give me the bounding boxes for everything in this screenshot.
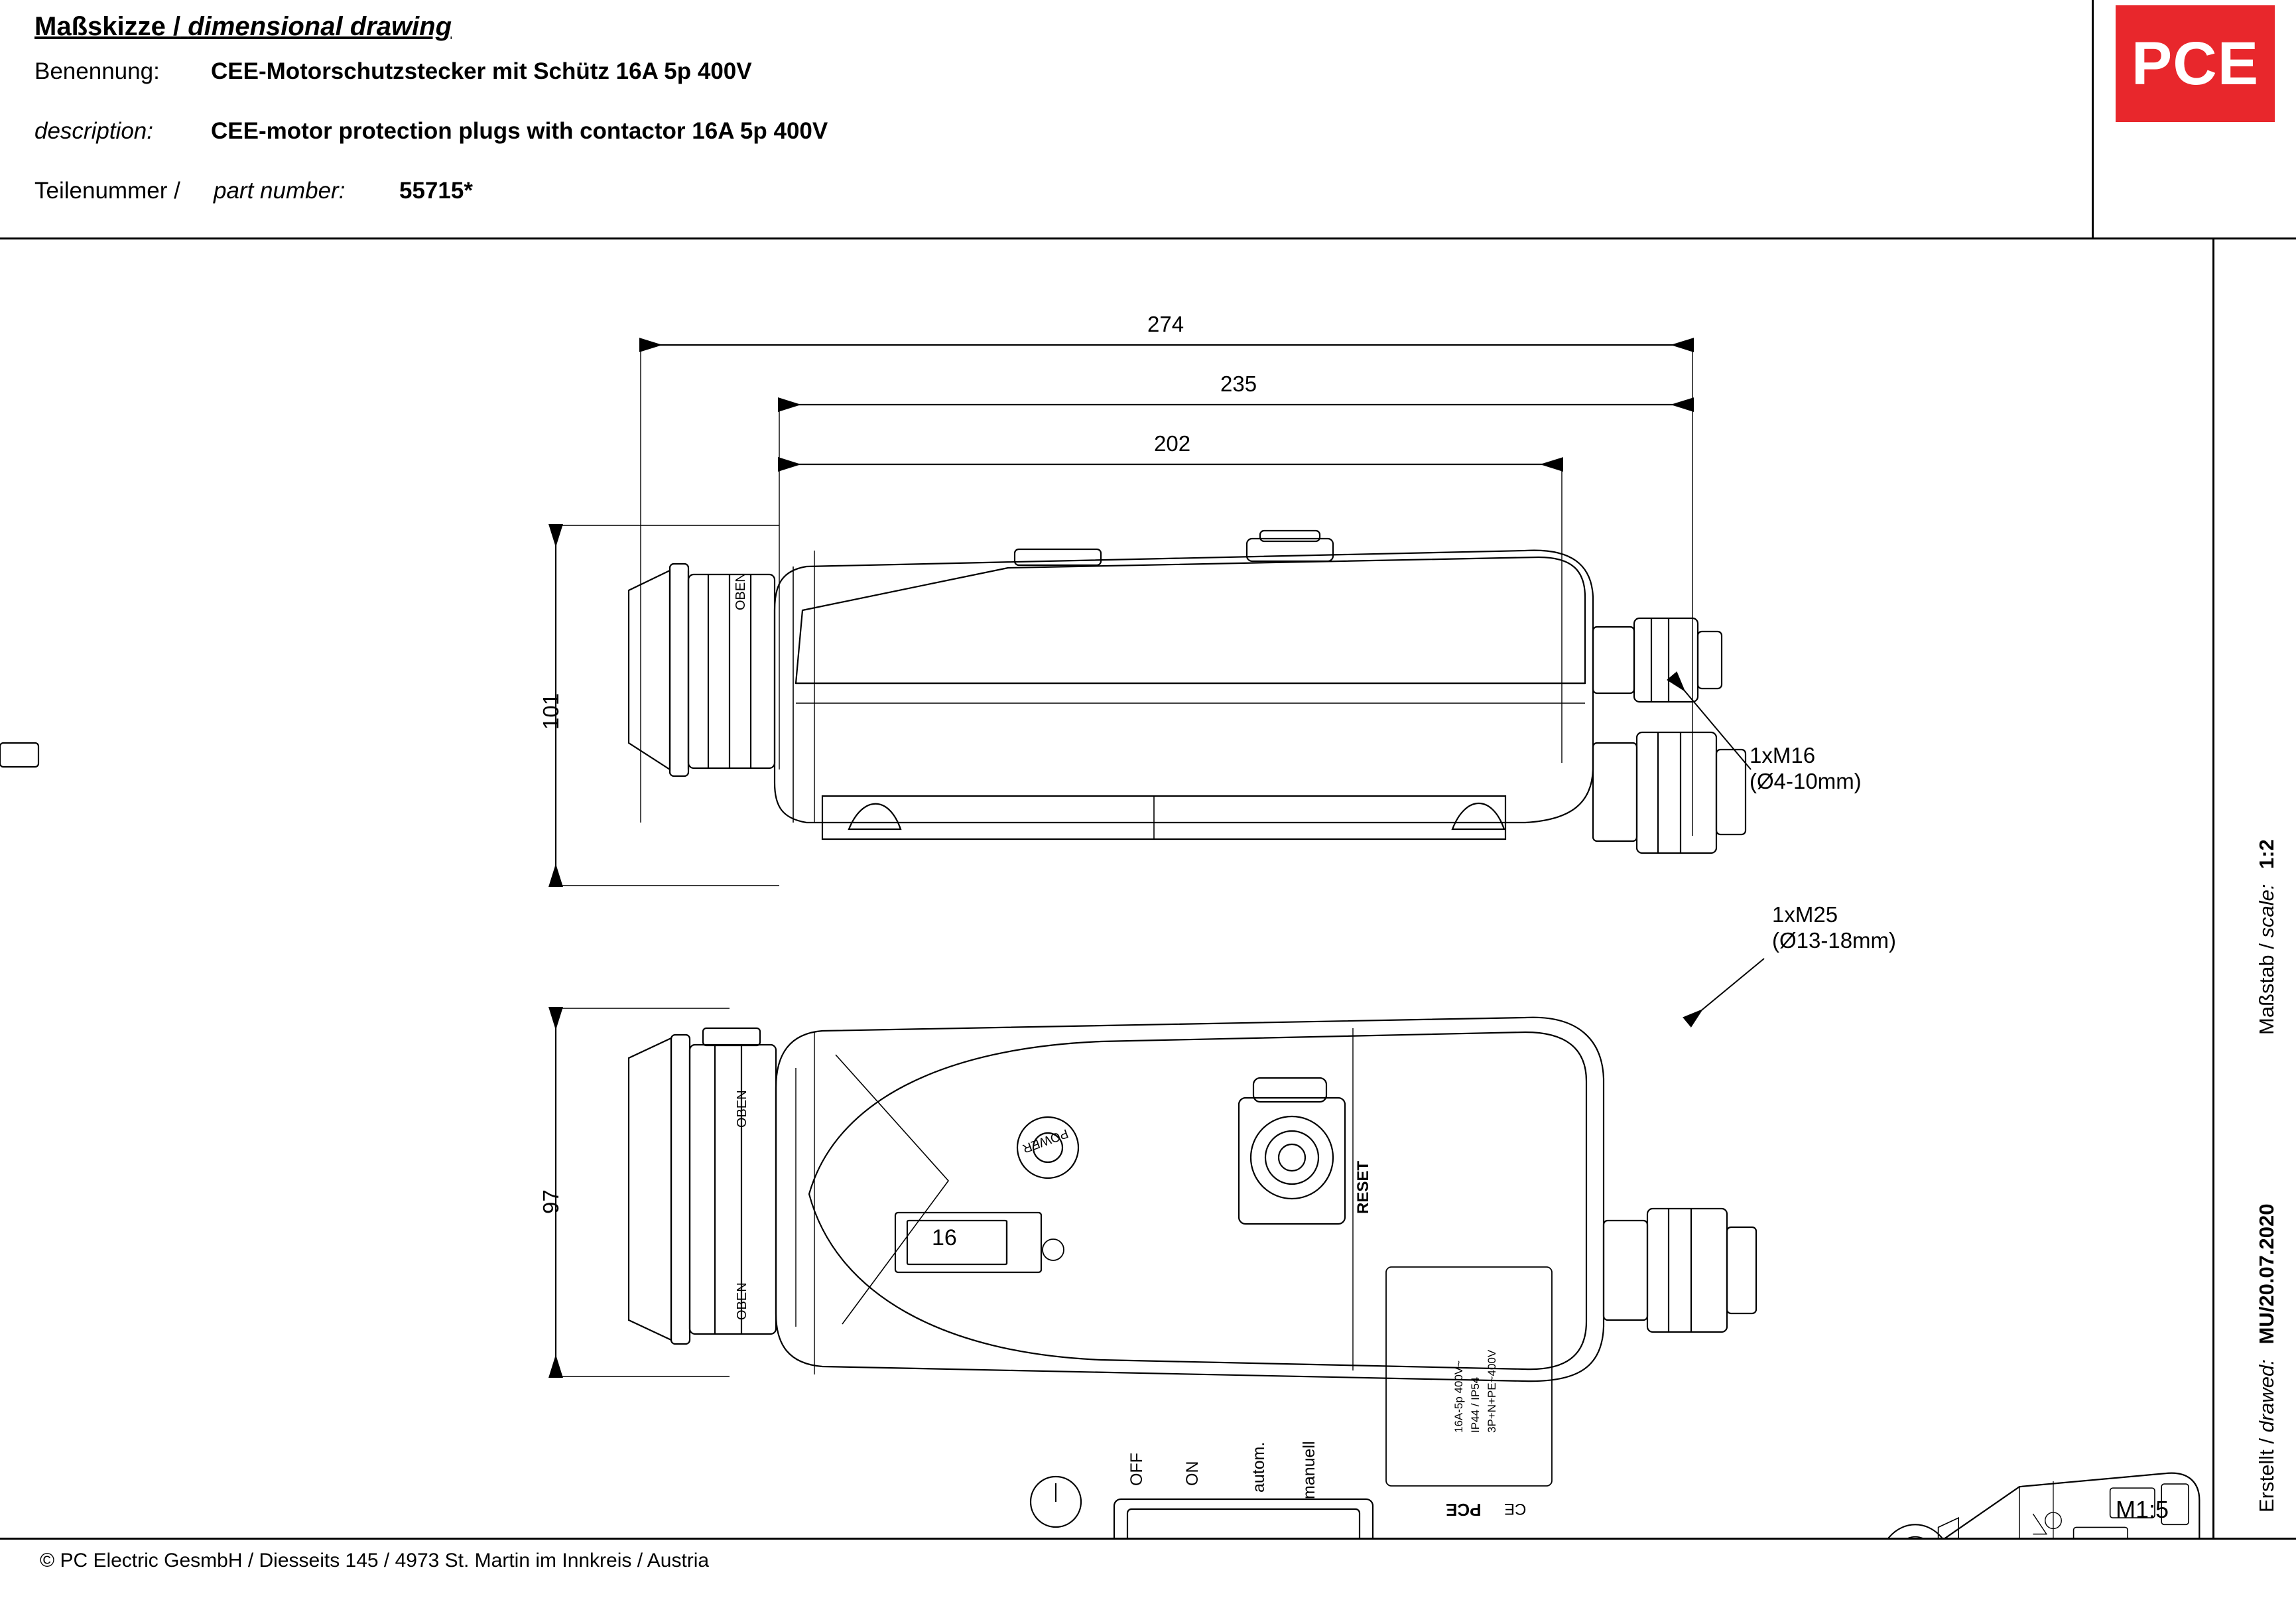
- dimension-274: 274: [1147, 312, 1184, 336]
- dimension-97: 97: [539, 1189, 563, 1214]
- rating-line2: IP44 / IP54: [1469, 1376, 1482, 1433]
- switch-label-on: ON: [1183, 1461, 1202, 1486]
- partnumber-label-en: part number:: [214, 178, 346, 204]
- callout-m16-line2: (Ø4-10mm): [1750, 768, 1862, 793]
- drawn-label-en: drawed:: [2255, 1359, 2278, 1433]
- scale-label-en: scale:: [2255, 884, 2278, 938]
- page-title-de: Maßskizze /: [34, 12, 181, 41]
- description-value: CEE-motor protection plugs with contactor 16A 5p 400V: [211, 118, 828, 144]
- reset-label: RESET: [1354, 1160, 1372, 1214]
- callout-m16-line1: 1xM16: [1750, 743, 1816, 768]
- benennung-value: CEE-Motorschutzstecker mit Schütz 16A 5p 400V: [211, 58, 752, 84]
- callout-m25: [1772, 902, 1896, 954]
- ce-mark: CE: [1504, 1500, 1527, 1518]
- sheet-header: [0, 0, 2296, 239]
- callout-m25-line2: (Ø13-18mm): [1772, 927, 1897, 953]
- footer-copyright: © PC Electric GesmbH / Diesseits 145 / 4973 St. Martin im Innkreis / Austria: [40, 1550, 710, 1571]
- scale-label-de: Maßstab /: [2255, 943, 2278, 1035]
- current-setting-value: 16: [932, 1225, 957, 1250]
- switch-label-manual: manuell: [1300, 1441, 1318, 1499]
- switch-label-auto: autom.: [1249, 1441, 1268, 1493]
- pce-logo: [2116, 5, 2275, 122]
- benennung-label: Benennung:: [34, 58, 160, 84]
- drawn-label-de: Erstellt /: [2255, 1438, 2278, 1512]
- iso-view-scale-label: M1:5: [2116, 1496, 2169, 1523]
- dimension-101: 101: [539, 693, 563, 730]
- description-label: description:: [34, 118, 153, 144]
- power-label: POWER: [1020, 1126, 1070, 1156]
- switch-label-off: OFF: [1127, 1453, 1146, 1486]
- rating-line3: 3P+N+PE~400V: [1486, 1349, 1498, 1433]
- dimension-235: 235: [1220, 371, 1257, 396]
- page-title: [34, 12, 452, 42]
- drawn-value: MU/20.07.2020: [2255, 1203, 2278, 1345]
- plug-label-top-oben: OBEN: [735, 1090, 749, 1128]
- footer-divider: [0, 1538, 2296, 1540]
- callout-m16: [1750, 743, 1862, 795]
- scale-value: 1:2: [2255, 839, 2278, 869]
- pce-logo-text: PCE: [2131, 30, 2260, 98]
- drawing-canvas: [0, 239, 2296, 1538]
- brand-mark: PCE: [1446, 1500, 1482, 1520]
- plug-label-bottom-oben: OBEN: [735, 1282, 749, 1320]
- rating-line1: 16A-5p 400V~: [1452, 1360, 1465, 1433]
- callout-m25-line1: 1xM25: [1772, 902, 1838, 927]
- technical-drawing-svg: [0, 239, 2296, 1538]
- header-vertical-divider: [2092, 0, 2094, 237]
- plug-label-side-oben: OBEN: [733, 572, 748, 610]
- page-title-en: dimensional drawing: [188, 12, 452, 41]
- partnumber-value: 55715*: [399, 178, 473, 204]
- dimension-202: 202: [1154, 431, 1191, 456]
- partnumber-label-de: Teilenummer /: [34, 178, 180, 204]
